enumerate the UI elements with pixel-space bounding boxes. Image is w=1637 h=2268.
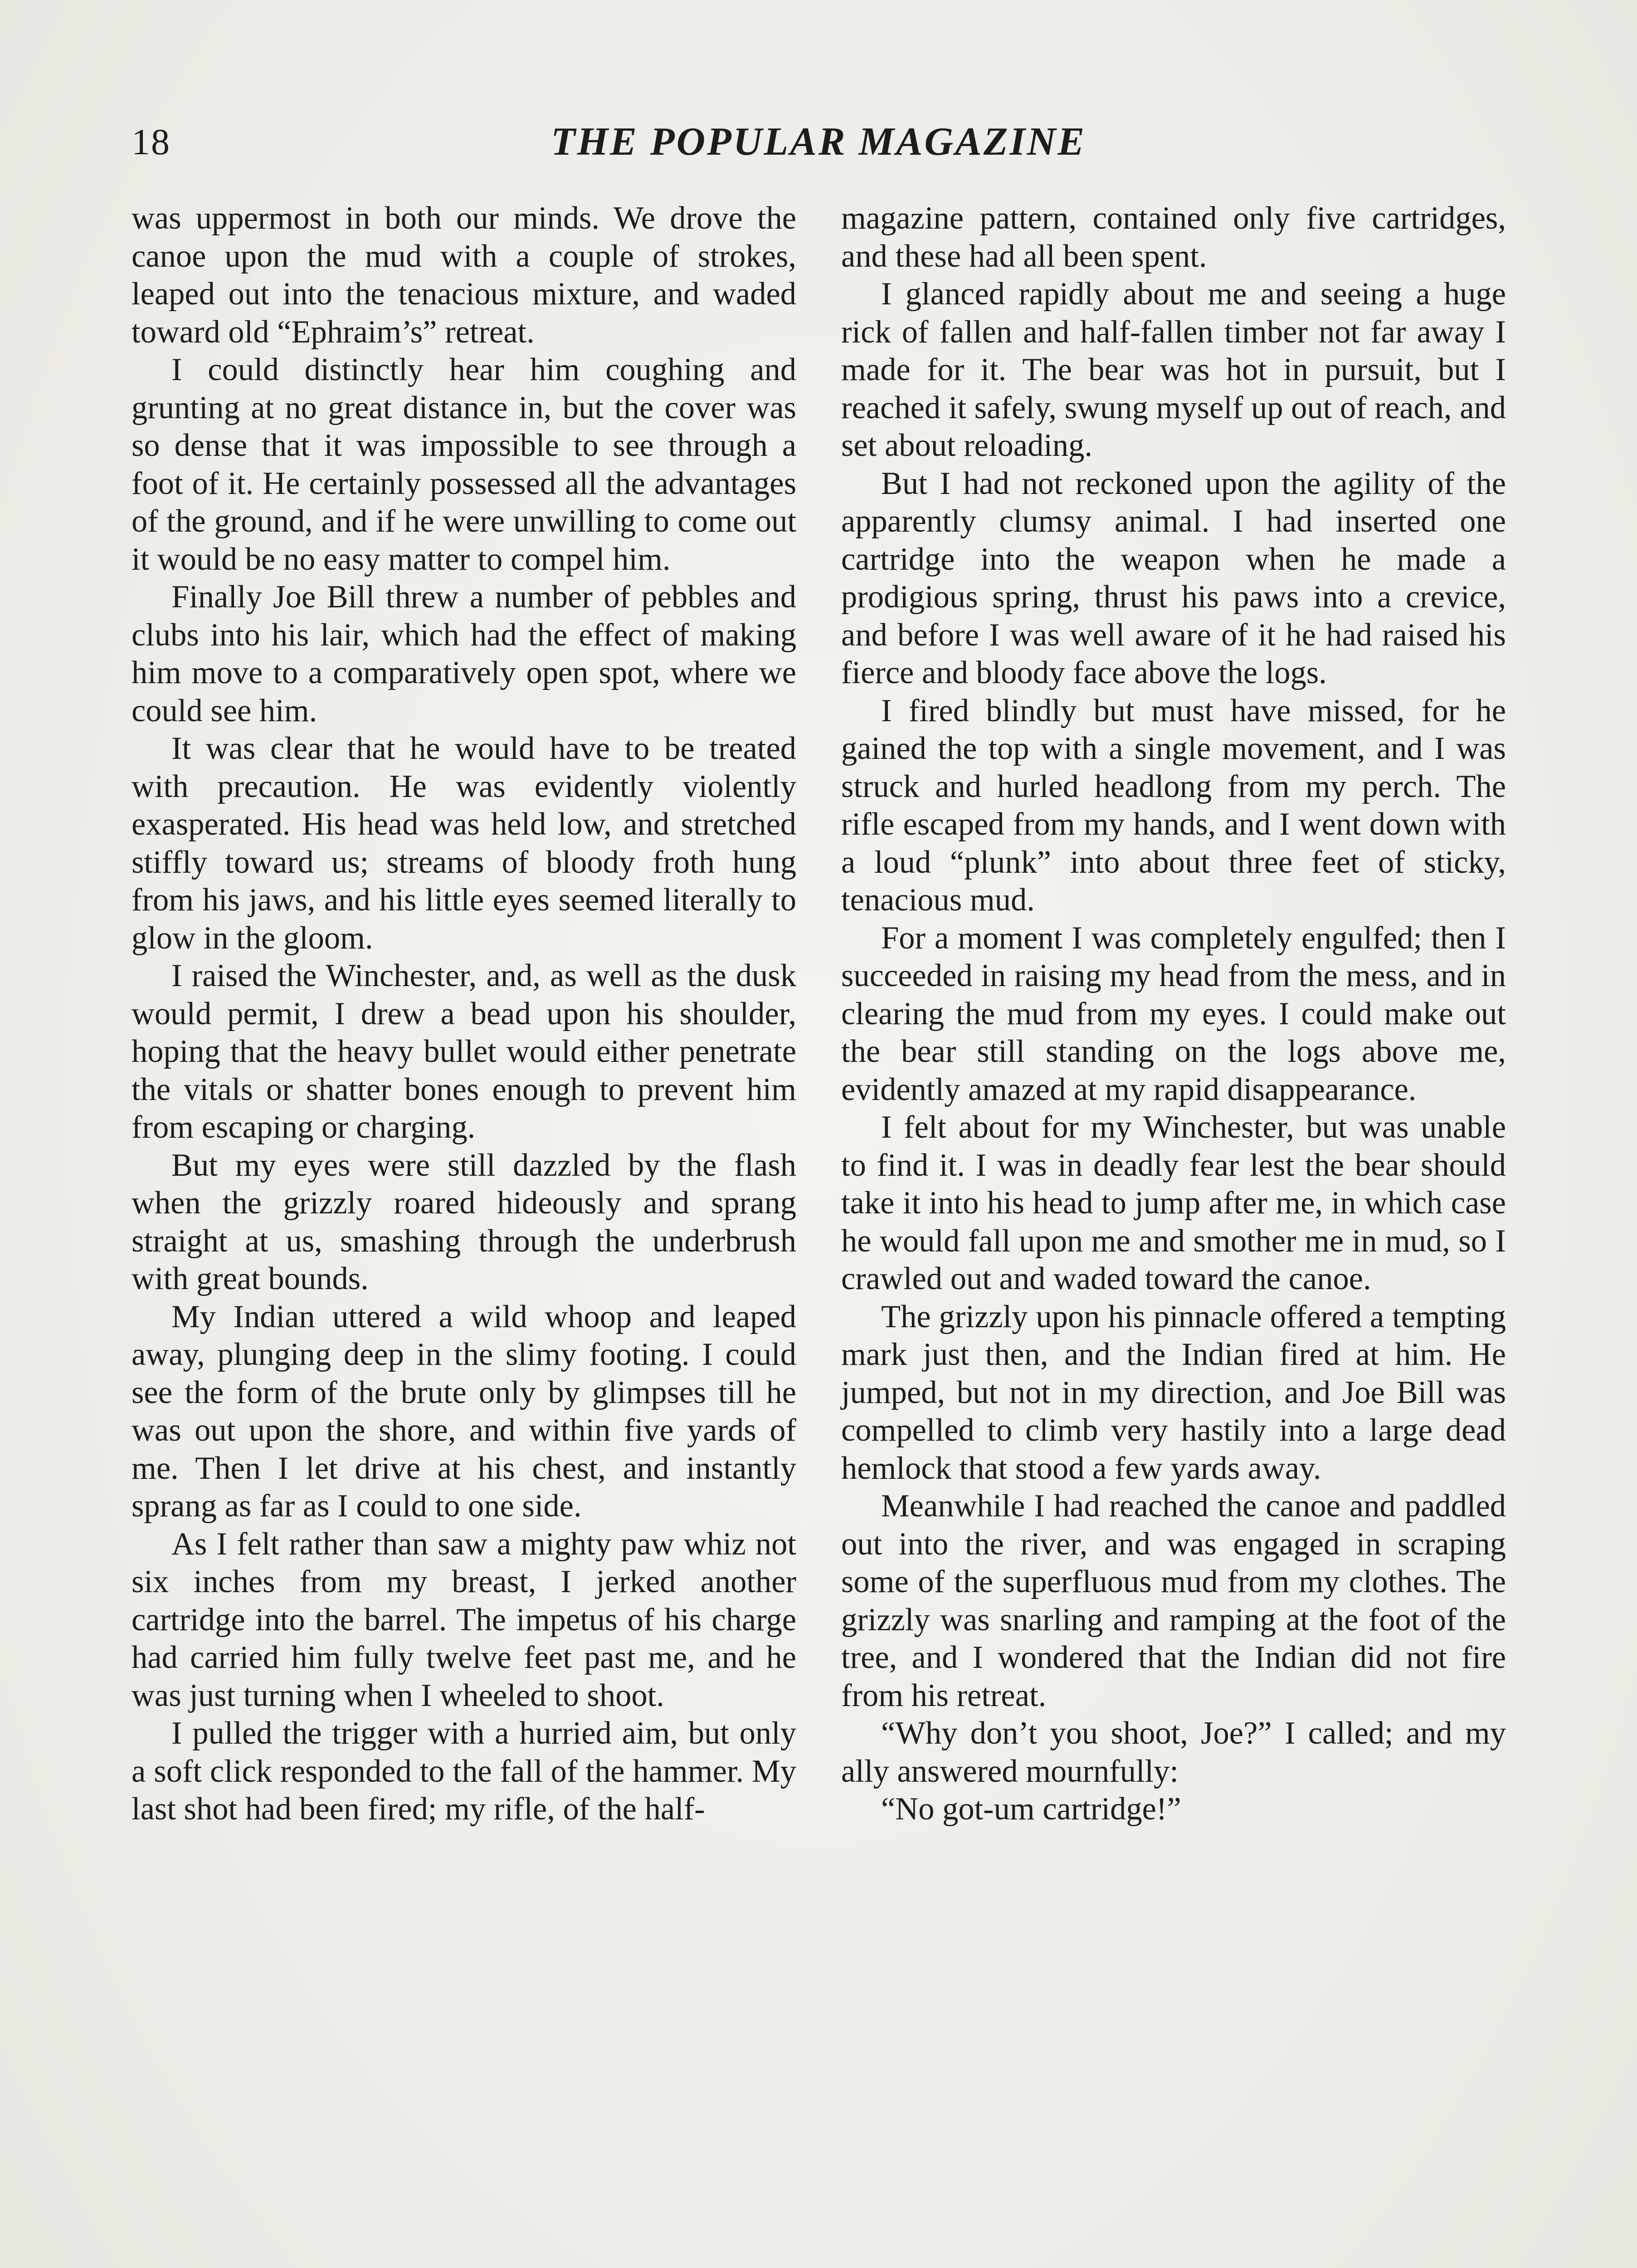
paragraph: I glanced rapidly about me and seeing a huge rick of fallen and half-fallen timber not far away I made for it. The bear was hot in pursuit, but I reached it safely, swung myself up out of reach, and set about reloading. xyxy=(841,276,1506,463)
paragraph: was uppermost in both our minds. We drove the canoe upon the mud with a couple of strokes, leaped out into the tenacious mixture, and waded toward old “Ephraim’s” retreat. xyxy=(132,200,796,350)
paragraph: Meanwhile I had reached the canoe and paddled out into the river, and was engaged in scraping some of the superfluous mud from my clothes. The grizzly was snarling and ramping at the foot of the tree, and I wondered that the Indian did not fire from his retreat. xyxy=(841,1488,1506,1713)
paragraph: But my eyes were still dazzled by the flash when the grizzly roared hideously and sprang straight at us, smashing through the underbrush with great bounds. xyxy=(132,1147,796,1296)
paragraph: magazine pattern, contained only five cartridges, and these had all been spent. xyxy=(841,200,1506,274)
paragraph: The grizzly upon his pinnacle offered a tempting mark just then, and the Indian fired at him. He jumped, but not in my direction, and Joe Bill was compelled to climb very hastily into a large dead hemlock that stood a few yards away. xyxy=(841,1299,1506,1486)
paragraph: I pulled the trigger with a hurried aim, but only a soft click responded to the fall of the hammer. My last shot had been fired; my rifle, of the half- xyxy=(132,1716,796,1827)
paragraph: As I felt rather than saw a mighty paw whiz not six inches from my breast, I jerked another cartridge into the barrel. The impetus of his charge had carried him fully twelve feet past me, and he was just turning when I wheeled to shoot. xyxy=(132,1526,796,1713)
paragraph: My Indian uttered a wild whoop and leaped away, plunging deep in the slimy footing. I could see the form of the brute only by glimpses till he was out upon the shore, and within five yards of me. Then I let drive at his chest, and instantly sprang as far as I could to one side. xyxy=(132,1299,796,1524)
paragraph: I fired blindly but must have missed, for he gained the top with a single movement, and I was struck and hurled headlong from my perch. The rifle escaped from my hands, and I went down with a loud “plunk” into about three feet of sticky, tenacious mud. xyxy=(841,693,1506,918)
paragraph: I felt about for my Winchester, but was unable to find it. I was in deadly fear lest the bear should take it into his head to jump after me, in which case he would fall upon me and smother me in mud, so I crawled out and waded toward the canoe. xyxy=(841,1110,1506,1296)
paragraph: I raised the Winchester, and, as well as the dusk would permit, I drew a bead upon his shoulder, hoping that the heavy bullet would either penetrate the vitals or shatter bones enough to prevent him from escaping or charging. xyxy=(132,958,796,1145)
left-column xyxy=(132,200,796,1828)
right-column xyxy=(841,200,1506,1828)
running-title: THE POPULAR MAGAZINE xyxy=(551,120,1086,164)
paragraph: It was clear that he would have to be treated with precaution. He was evidently violently exasperated. His head was held low, and stretched stiffly toward us; streams of bloody froth hung from his jaws, and his little eyes seemed literally to glow in the gloom. xyxy=(132,731,796,956)
page-header xyxy=(132,117,1505,167)
paragraph: I could distinctly hear him coughing and grunting at no great distance in, but the cover was so dense that it was impossible to see through a foot of it. He certainly possessed all the advantages of the ground, and if he were unwilling to come out it would be no easy matter to compel him. xyxy=(132,352,796,577)
paragraph: But I had not reckoned upon the agility of the apparently clumsy animal. I had inserted one cartridge into the weapon when he made a prodigious spring, thrust his paws into a crevice, and before I was well aware of it he had raised his fierce and bloody face above the logs. xyxy=(841,465,1506,690)
paragraph: “No got-um cartridge!” xyxy=(881,1791,1181,1827)
paragraph: Finally Joe Bill threw a number of pebbles and clubs into his lair, which had the effect of making him move to a comparatively open spot, where we could see him. xyxy=(132,579,796,728)
paragraph: “Why don’t you shoot, Joe?” I called; and my ally answered mournfully: xyxy=(841,1716,1506,1789)
paragraph: For a moment I was completely engulfed; then I succeeded in raising my head from the mess, and in clearing the mud from my eyes. I could make out the bear still standing on the logs above me, evidently amazed at my rapid disappearance. xyxy=(841,920,1506,1107)
page-number: 18 xyxy=(132,121,171,162)
